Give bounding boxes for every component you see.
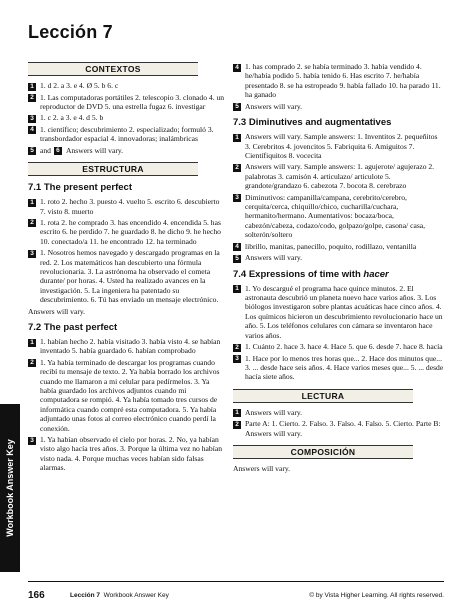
item-number: 1 [233, 134, 241, 142]
footer-chapter [70, 592, 169, 599]
answer-text: Answers will vary. Sample answers: 1. agujerote/ agujerazo 2. palabrotas 3. camisón 4. articulazo/ articulote 5. grandote/grandazo 6. cabezota 7. bocota 8. cerebrazo [245, 162, 435, 191]
answer-text: 1. habían hecho 2. había visitado 3. había visto 4. se habían inventado 5. había guardado 6. habían comprobado [40, 337, 221, 356]
right-column [233, 62, 444, 475]
section-heading-7-2: 7.2 The past perfect [28, 322, 118, 333]
answer-item [233, 132, 444, 160]
answer-text: 1. Ya había terminado de descargar los programas cuando recibí tu mensaje de texto. 2. Ya había borrado los archivos cuando me llamaron a mi celular para pedírmelos. 3. Ya había guardado los archivos adjuntos cuando mi computadora se rompió. 4. Ya había tomado tres cursos de informática cuando compré esta computadora. 5. Ya había adjuntado unas fotos al correo electrónico cuando perdí la conexión. [40, 357, 220, 433]
footer-chapter-name: Lección 7 [70, 592, 100, 599]
item-number: 3 [28, 437, 36, 445]
page-number: 166 [28, 590, 45, 601]
item-number: 3 [28, 115, 36, 123]
answer-item [28, 81, 226, 91]
answer-text: 1. d 2. a 3. e 4. Ø 5. b 6. c [40, 81, 119, 90]
footer-copyright: © by Vista Higher Learning. All rights reserved. [309, 592, 444, 599]
item-number: 5 [233, 103, 241, 111]
sidebar-label: Workbook Answer Key [5, 439, 15, 537]
item-number: 2 [233, 421, 241, 429]
answer-text: 1. c 2. a 3. e 4. d 5. b [40, 113, 104, 123]
page-title: Lección 7 [28, 22, 113, 42]
answer-text: 1. rota 2. he comprado 3. has encendido 4. encendida 5. has escrito 6. he perdido 7. he guardado 8. he dicho 9. he hecho 10. conectado/a 11. he encontrado 12. ha terminado [40, 217, 221, 246]
answer-item [28, 358, 226, 433]
item-number: 2 [28, 219, 36, 227]
contextos-band: CONTEXTOS [28, 62, 198, 76]
item-number: 6 [54, 147, 62, 155]
section-heading-7-1: 7.1 The present perfect [28, 182, 133, 194]
answer-item [233, 193, 444, 240]
answer-item [28, 197, 226, 216]
item-number: 4 [233, 64, 241, 72]
answer-item [233, 284, 444, 340]
item-number: 2 [233, 344, 241, 352]
conjunction: and [40, 145, 51, 155]
answer-item [233, 62, 444, 100]
answer-item [233, 342, 444, 352]
answer-item [233, 242, 444, 252]
item-number: 5 [233, 255, 241, 263]
answer-text: Answers will vary. [28, 306, 86, 316]
answer-text: Answers will vary. Sample answers: 1. Inventitos 2. pequeñitos 3. Cerebritos 4. jovencitos 5. Fabriquita 6. Amiguitos 7. Científiquitos 8. vocecita [245, 132, 438, 160]
answer-item [28, 146, 226, 156]
answer-text: Diminutivos: campanilla/campana, cerebrito/cerebro, cerquita/cerca, chiquillo/chico, cucharilla/cuchara, hermanito/hermano. Aumentativos: bocaza/boca, cabezón/cabeza, codazo/codo, golpazo/golpe, casona/ casa, solterón/soltero [245, 192, 426, 240]
item-number: 4 [233, 243, 241, 251]
answer-text: 1. roto 2. hecho 3. puesto 4. vuelto 5. escrito 6. descubierto 7. visto 8. muerto [40, 197, 220, 216]
answer-item [233, 102, 444, 112]
lectura-band: LECTURA [233, 389, 413, 403]
footer-rule [28, 581, 444, 582]
estructura-band: ESTRUCTURA [28, 162, 198, 176]
answer-text: Answers will vary. [233, 464, 291, 474]
answer-text: 1. has comprado 2. se había terminado 3. había vendido 4. he/había podido 5. había tenido 6. Has escrito 7. he/había presentado 8. se ha estropeado 9. había fallado 10. ha parado 11. ha ganado [245, 62, 441, 100]
answer-item [28, 337, 226, 356]
item-number: 1 [233, 409, 241, 417]
answer-text: Answers will vary. [245, 407, 303, 417]
footer-chapter-rest: Workbook Answer Key [103, 592, 169, 599]
answer-item [28, 248, 226, 304]
item-number: 5 [28, 147, 36, 155]
answer-item [28, 435, 226, 473]
item-number: 2 [233, 164, 241, 172]
answer-text: librillo, manitas, panecillo, poquito, rodillazo, ventanilla [245, 241, 417, 251]
answer-item [233, 408, 444, 418]
heading-text: 7.4 Expressions of time with [233, 268, 364, 280]
answer-item [233, 354, 444, 382]
item-number: 4 [28, 126, 36, 134]
answer-text: 1. Yo descargué el programa hace quince minutos. 2. El astronauta descubrió un planeta nuevo hace varios años. 3. Los biólogos investigaron sobre plantas acuáticas hace cinco años. 4. Los químicos hicieron un descubrimiento revolucionario hace un año. 5. Los teléfonos celulares con cámara se inventaron hace varios años. [245, 283, 443, 340]
answer-item [233, 253, 444, 263]
left-column [28, 62, 226, 475]
answer-item [28, 113, 226, 123]
answer-item [28, 125, 226, 144]
item-number: 2 [28, 359, 36, 367]
answer-item [28, 218, 226, 246]
section-heading-7-4 [233, 269, 444, 281]
answer-text: 1. Hace por lo menos tres horas que... 2. Hace dos minutos que... 3. ... desde hace seis años. 4. Hace varios meses que... 5. ... desde hacía siete años. [245, 353, 444, 382]
answer-item [28, 93, 226, 112]
item-number: 3 [233, 194, 241, 202]
item-number: 2 [28, 94, 36, 102]
item-number: 1 [28, 83, 36, 91]
answer-text: Parte A: 1. Cierto. 2. Falso. 3. Falso. 4. Falso. 5. Cierto. Parte B: Answers will vary. [245, 419, 441, 438]
answer-text: 1. Nosotros hemos navegado y descargado programas en la red. 2. Los matemáticos han descubierto una fórmula revolucionaria. 3. La astrónoma ha observado el cometa durante/ por horas. 4. Usted ha realizado avances en la investigación. 5. La ingeniera ha patentado su descubrimiento. 6. Tú has enviado un mensaje electrónico. [40, 248, 220, 305]
answer-text: 1. Ya habían observado el cielo por horas. 2. No, ya habían visto algo hacía tres años. 3. Porque la última vez no habían visto nada. 4. Porque muchas veces habían sido falsas alarmas. [40, 435, 222, 473]
item-number: 3 [233, 355, 241, 363]
item-number: 1 [28, 339, 36, 347]
answer-item [233, 419, 444, 438]
answer-item [233, 162, 444, 190]
section-heading-7-3: 7.3 Diminutives and augmentatives [233, 117, 392, 129]
heading-emphasis: hacer [363, 268, 389, 280]
item-number: 1 [233, 285, 241, 293]
item-number: 1 [28, 199, 36, 207]
answer-text: Answers will vary. [245, 253, 303, 263]
answer-text: Answers will vary. [245, 101, 303, 111]
item-number: 3 [28, 250, 36, 258]
answer-text: Answers will vary. [65, 145, 124, 155]
answer-text: 1. Cuánto 2. hace 3. hace 4. Hace 5. que 6. desde 7. hace 8. hacía [245, 342, 443, 352]
composicion-band: COMPOSICIÓN [233, 445, 413, 459]
answer-text: 1. científico; descubrimiento 2. especializado; formuló 3. transbordador espacial 4. innovadoras; inalámbricas [40, 124, 214, 144]
answer-text: 1. Las computadoras portátiles 2. telescopio 3. clonado 4. un reproductor de DVD 5. una estrella fugaz 6. investigar [40, 92, 225, 111]
